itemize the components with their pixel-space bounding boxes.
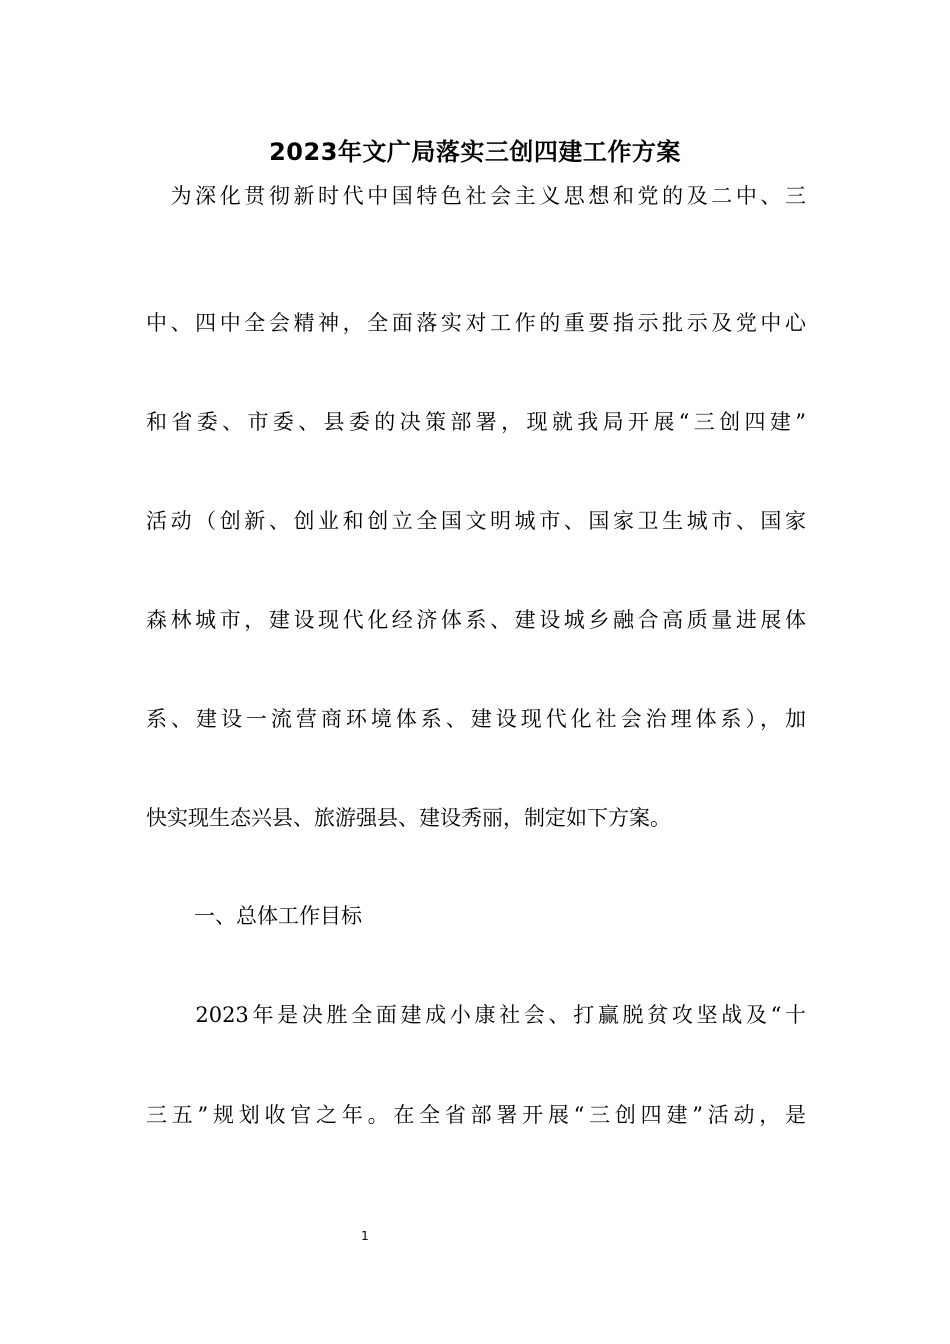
paragraph-line: 森林城市，建设现代化经济体系、建设城乡融合高质量进展体 [146,608,806,632]
paragraph-line: 系、建设一流营商环境体系、建设现代化社会治理体系），加 [146,707,806,731]
paragraph-line: 中、四中全会精神，全面落实对工作的重要指示批示及党中心 [146,311,806,335]
paragraph-line: 快实现生态兴县、旅游强县、建设秀丽，制定如下方案。 [146,806,671,830]
paragraph-line: 2023年是决胜全面建成小康社会、打赢脱贫攻坚战及“十 [146,1003,806,1027]
paragraph-line: 活动（创新、创业和创立全国文明城市、国家卫生城市、国家 [146,509,806,533]
paragraph-line: 和省委、市委、县委的决策部署，现就我局开展“三创四建” [146,410,806,434]
page-number: 1 [361,1229,369,1243]
paragraph-line: 为深化贯彻新时代中国特色社会主义思想和党的及二中、三 [146,184,806,208]
document-title: 2023年文广局落实三创四建工作方案 [269,138,681,166]
section-heading: 一、总体工作目标 [194,904,362,928]
paragraph-line: 三五”规划收官之年。在全省部署开展“三创四建”活动，是 [146,1103,806,1127]
